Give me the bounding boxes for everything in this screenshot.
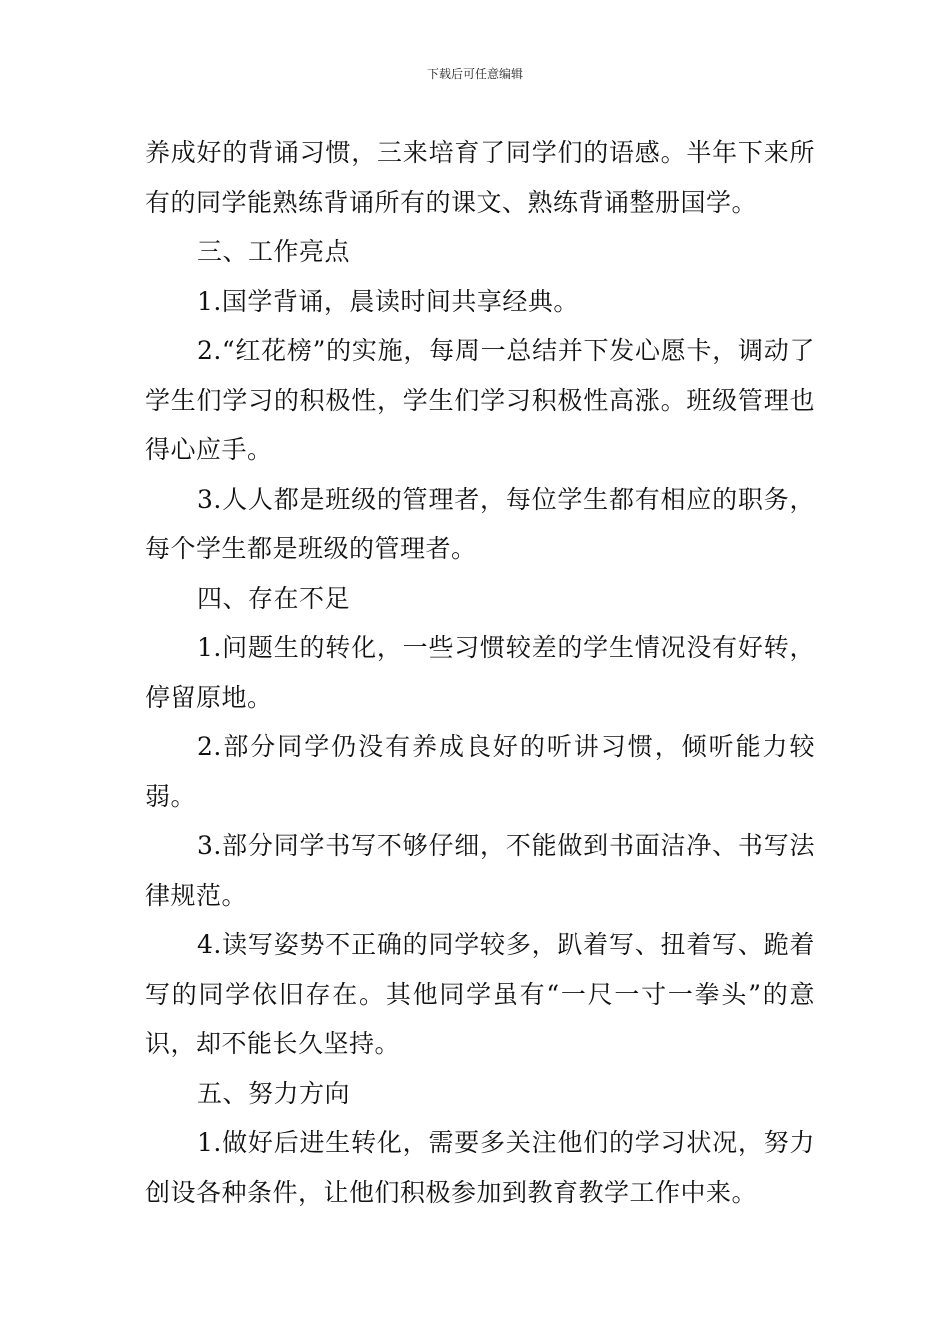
section-heading-highlights: 三、工作亮点 bbox=[197, 237, 351, 266]
highlight-item-3: 3.人人都是班级的管理者，每位学生都有相应的职务，每个学生都是班级的管理者。 bbox=[145, 484, 815, 563]
highlight-item-2: 2.“红花榜”的实施，每周一总结并下发心愿卡，调动了学生们学习的积极性，学生们学习积极性高涨。班级管理也得心应手。 bbox=[145, 336, 815, 464]
shortcoming-item-1: 1.问题生的转化，一些习惯较差的学生情况没有好转，停留原地。 bbox=[145, 633, 815, 712]
section-heading-shortcomings: 四、存在不足 bbox=[197, 583, 351, 613]
highlight-item-1: 1.国学背诵，晨读时间共享经典。 bbox=[197, 286, 579, 316]
shortcoming-item-3: 3.部分同学书写不够仔细，不能做到书面洁净、书写法律规范。 bbox=[145, 831, 815, 910]
section-heading-direction: 五、努力方向 bbox=[197, 1078, 351, 1108]
direction-item-1: 1.做好后进生转化，需要多关注他们的学习状况，努力创设各种条件，让他们积极参加到教育教学工作中来。 bbox=[145, 1128, 815, 1207]
shortcoming-item-4: 4.读写姿势不正确的同学较多，趴着写、扭着写、跪着写的同学依旧存在。其他同学虽有“一尺一寸一拳头”的意识，却不能长久坚持。 bbox=[145, 930, 815, 1058]
page-header: 下载后可任意编辑 bbox=[426, 67, 523, 81]
document-body bbox=[145, 128, 815, 1217]
shortcoming-item-2: 2.部分同学仍没有养成良好的听讲习惯，倾听能力较弱。 bbox=[145, 732, 815, 811]
paragraph-continuation: 养成好的背诵习惯，三来培育了同学们的语感。半年下来所有的同学能熟练背诵所有的课文、熟练背诵整册国学。 bbox=[145, 138, 815, 217]
